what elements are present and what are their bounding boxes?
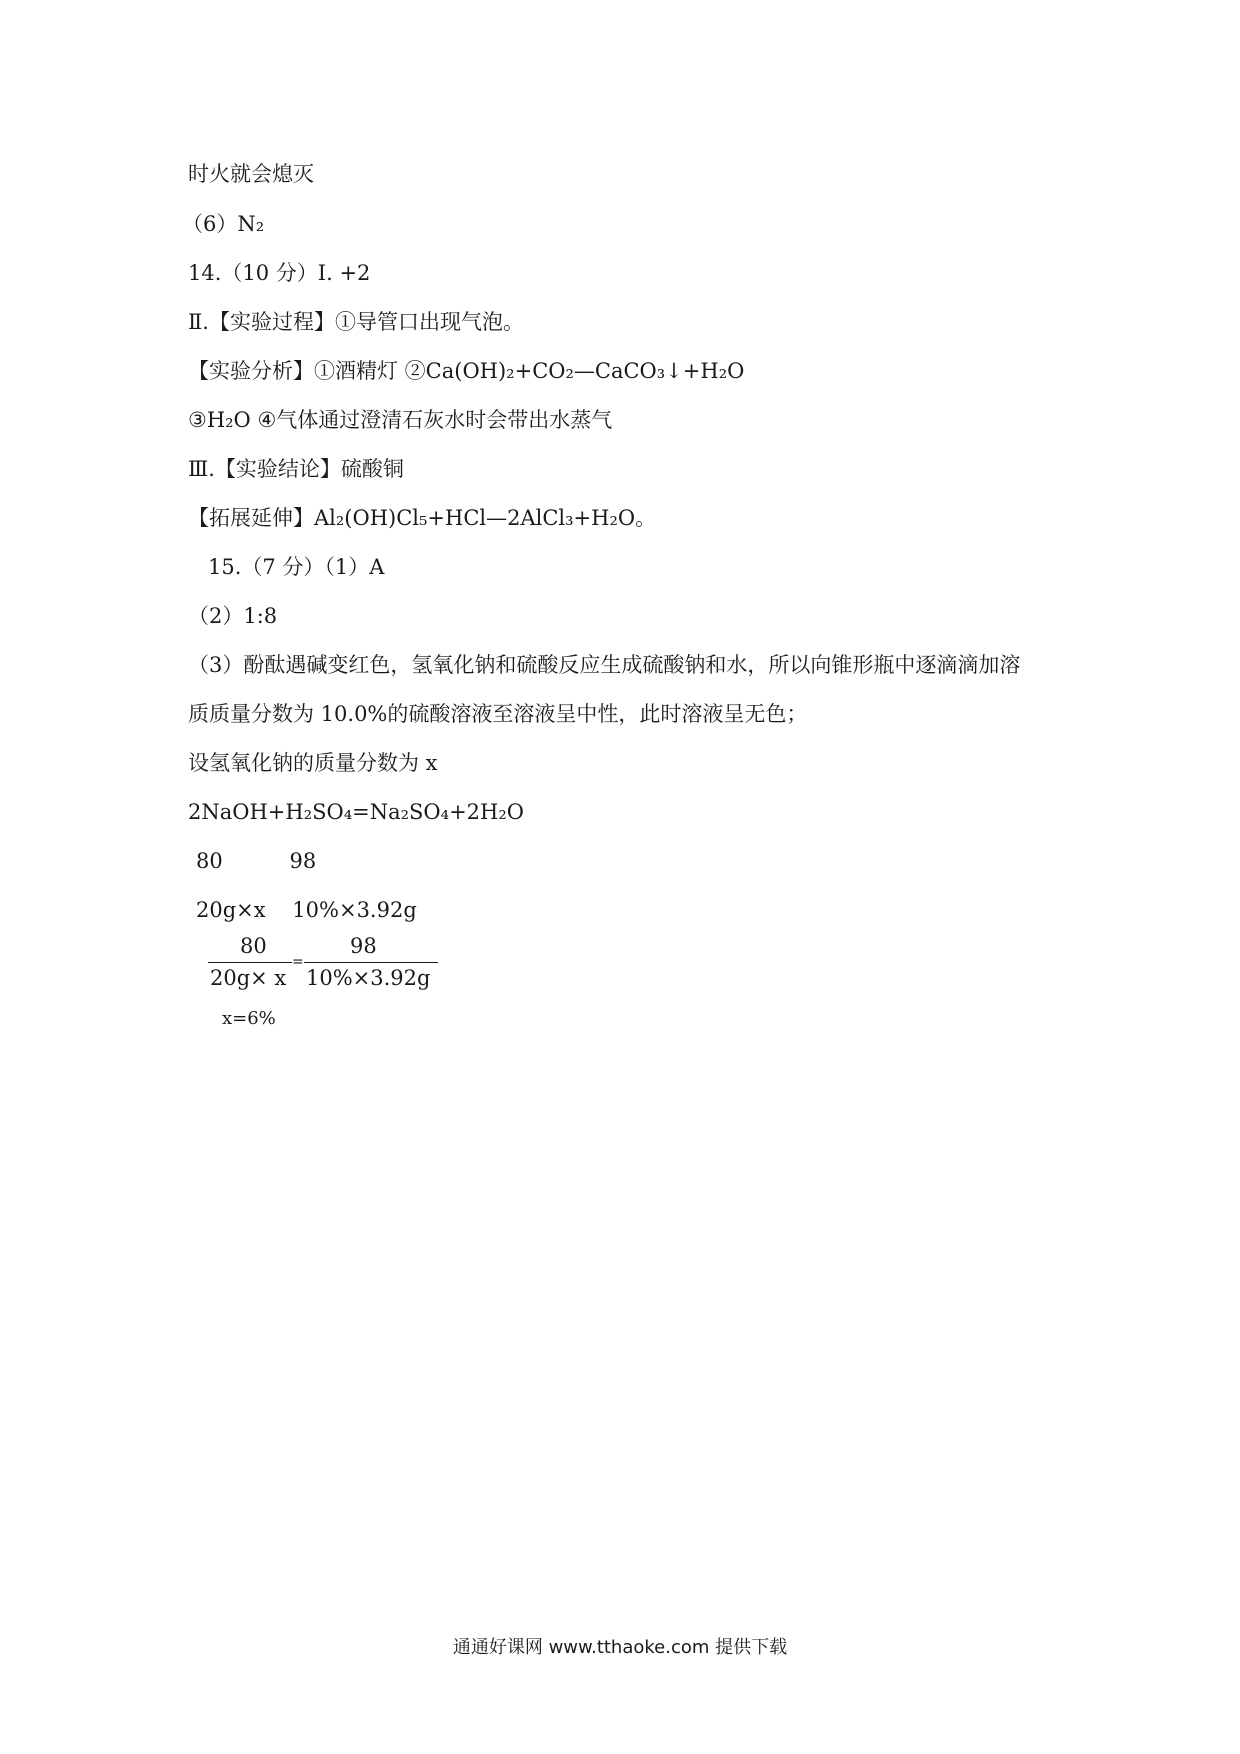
text-line-7: Ⅲ.【实验结论】硫酸铜 xyxy=(188,457,404,481)
fraction-left-denominator: 20g× x xyxy=(210,966,287,990)
fraction-right-denominator: 10%×3.92g xyxy=(306,966,431,990)
text-line-12: 质质量分数为 10.0%的硫酸溶液至溶液呈中性，此时溶液呈无色； xyxy=(188,702,808,726)
fraction-equals-sign: = xyxy=(292,954,304,970)
footer-watermark: 通通好课网 www.tthaoke.com 提供下载 xyxy=(452,1637,788,1658)
text-line-8: 【拓展延伸】Al₂(OH)Cl₅+HCl—2AlCl₃+H₂O。 xyxy=(188,506,657,530)
fraction-right-bar xyxy=(304,962,438,963)
text-line-4: Ⅱ.【实验过程】①导管口出现气泡。 xyxy=(188,310,524,334)
proportion-fraction xyxy=(208,932,438,996)
text-line-10: （2）1:8 xyxy=(188,604,278,628)
text-line-11: （3）酚酞遇碱变红色，氢氧化钠和硫酸反应生成硫酸钠和水，所以向锥形瓶中逐滴滴加溶 xyxy=(188,653,1021,677)
text-line-13: 设氢氧化钠的质量分数为 x xyxy=(188,751,438,775)
text-line-3: 14.（10 分）I. +2 xyxy=(188,261,371,285)
text-line-9: 15.（7 分）（1）A xyxy=(208,555,385,579)
ratio-line-1: 80 98 xyxy=(196,849,317,873)
ratio-line-2: 20g×x 10%×3.92g xyxy=(196,898,417,922)
text-line-6: ③H₂O ④气体通过澄清石灰水时会带出水蒸气 xyxy=(188,408,613,432)
fraction-left-numerator: 80 xyxy=(240,934,267,958)
equation-line: 2NaOH+H₂SO₄=Na₂SO₄+2H₂O xyxy=(188,800,524,824)
fraction-right-numerator: 98 xyxy=(350,934,377,958)
text-line-5: 【实验分析】①酒精灯 ②Ca(OH)₂+CO₂—CaCO₃↓+H₂O xyxy=(188,359,745,383)
text-line-1: 时火就会熄灭 xyxy=(188,162,314,186)
fraction-left-bar xyxy=(208,962,292,963)
text-line-2: （6）N₂ xyxy=(182,212,265,236)
result-line: x=6% xyxy=(222,1008,276,1029)
